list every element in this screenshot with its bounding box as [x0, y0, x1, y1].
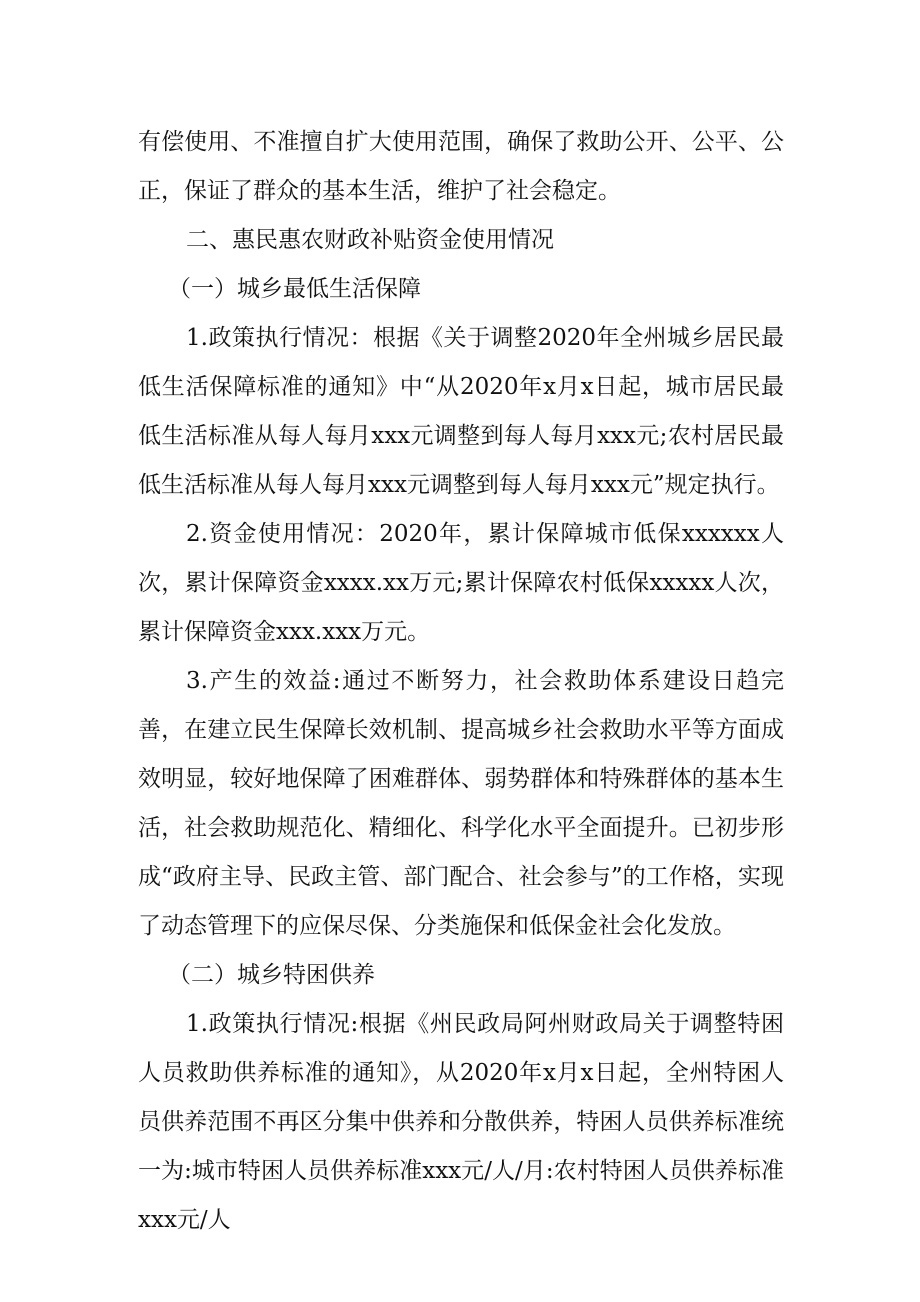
subsection-heading-2: （二）城乡特困供养: [168, 962, 375, 988]
document-body: [138, 118, 784, 1245]
section-heading-2: 二、惠民惠农财政补贴资金使用情况: [186, 227, 554, 253]
subsection-heading-1: （一）城乡最低生活保障: [168, 276, 421, 302]
paragraph-policy-1: 1.政策执行情况：根据《关于调整2020年全州城乡居民最低生活保障标准的通知》中“从2020年x月x日起，城市居民最低生活标准从每人每月xxx元调整到每人每月xxx元;农村居民最低生活标准从每人每月xxx元调整到每人每月xxx元”规定执行。: [138, 325, 784, 498]
paragraph-benefits-1: 3.产生的效益:通过不断努力，社会救助体系建设日趋完善，在建立民生保障长效机制、提高城乡社会救助水平等方面成效明显，较好地保障了困难群体、弱势群体和特殊群体的基本生活，社会救助规范化、精细化、科学化水平全面提升。已初步形成“政府主导、民政主管、部门配合、社会参与”的工作格，实现了动态管理下的应保尽保、分类施保和低保金社会化发放。: [138, 668, 784, 939]
paragraph-funds-1: 2.资金使用情况：2020年，累计保障城市低保xxxxxx人次，累计保障资金xxxx.xx万元;累计保障农村低保xxxxx人次，累计保障资金xxx.xxx万元。: [138, 521, 784, 645]
paragraph-continuation: 有偿使用、不准擅自扩大使用范围，确保了救助公开、公平、公正，保证了群众的基本生活，维护了社会稳定。: [138, 129, 784, 204]
paragraph-policy-2: 1.政策执行情况:根据《州民政局阿州财政局关于调整特困人员救助供养标准的通知》，从2020年x月x日起，全州特困人员供养范围不再区分集中供养和分散供养，特困人员供养标准统一为:城市特困人员供养标准xxx元/人/月:农村特困人员供养标准xxx元/人: [138, 1011, 784, 1233]
